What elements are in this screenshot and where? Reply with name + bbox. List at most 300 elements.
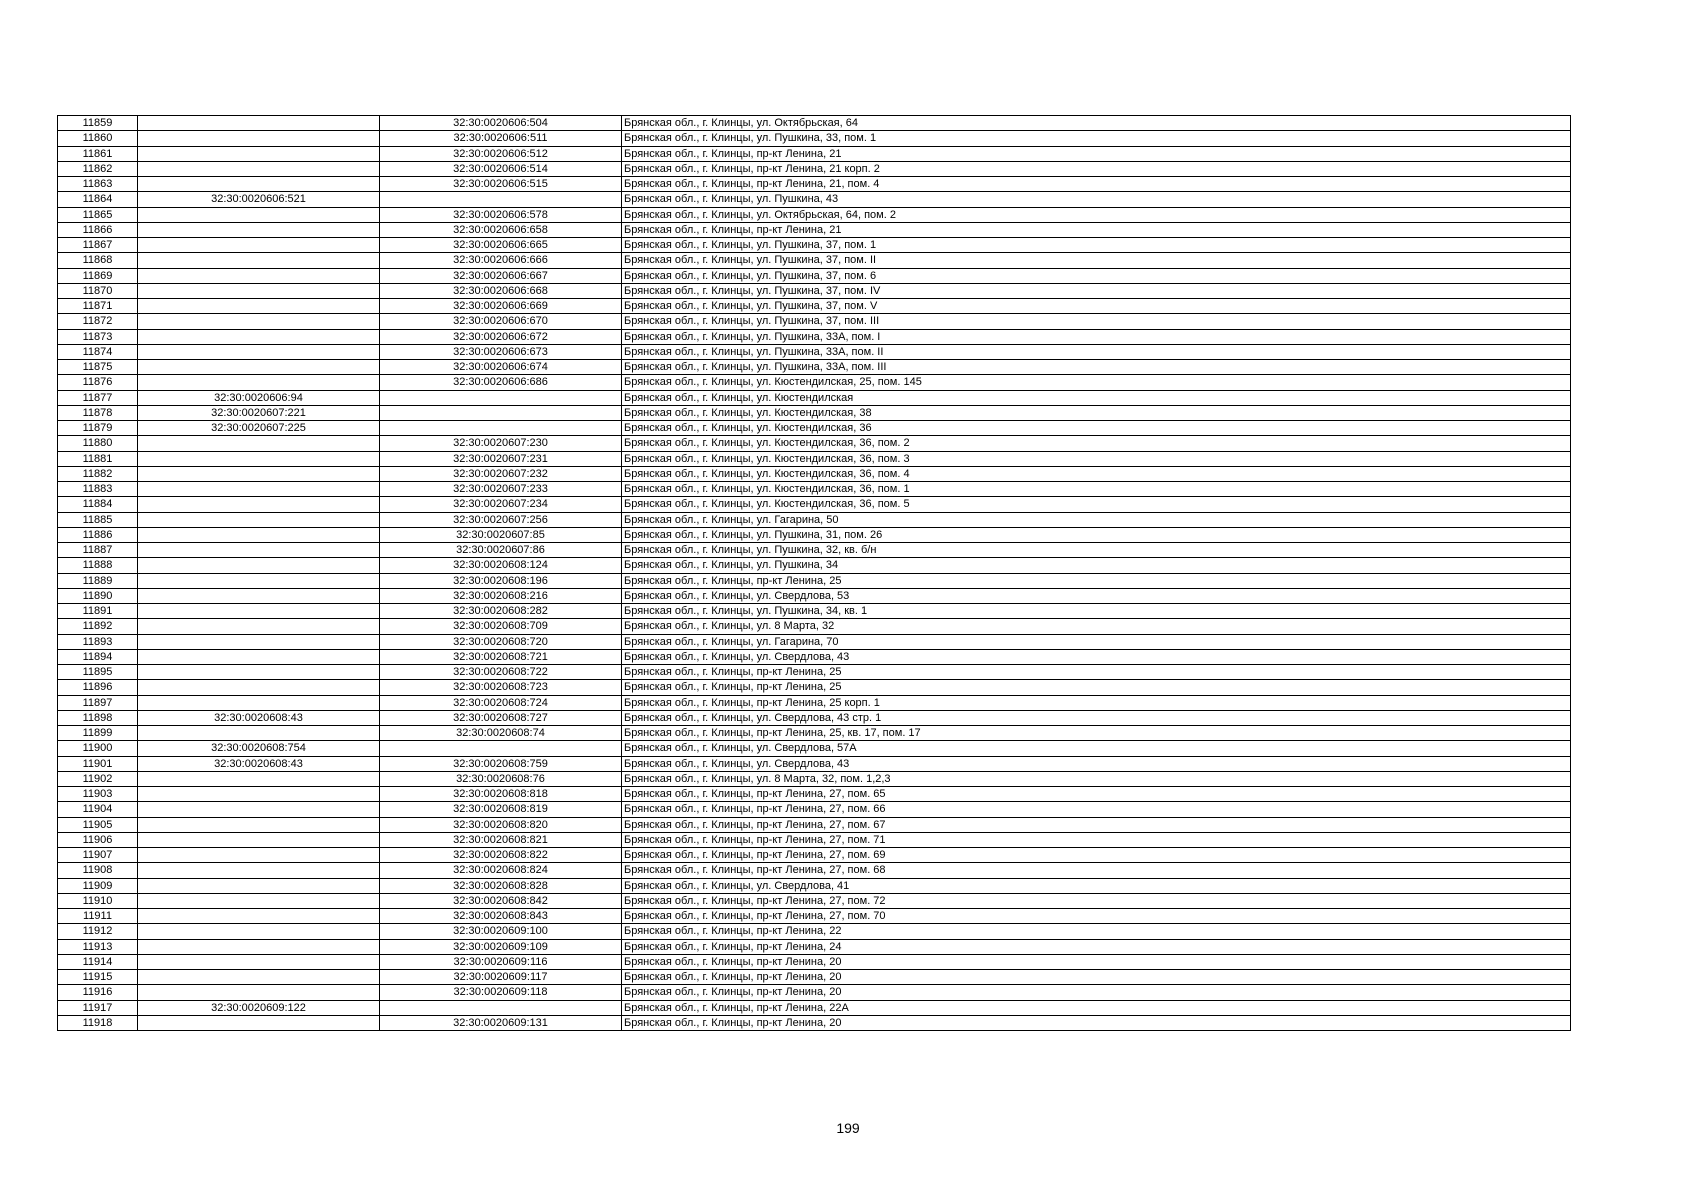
related-cadastral-number-cell: 32:30:0020608:820 — [380, 817, 622, 832]
row-number-cell: 11895 — [58, 665, 138, 680]
table-row — [58, 832, 1571, 847]
table-row — [58, 756, 1571, 771]
row-number-cell: 11896 — [58, 680, 138, 695]
related-cadastral-number-cell: 32:30:0020609:116 — [380, 954, 622, 969]
cadastral-number-cell — [138, 283, 380, 298]
cadastral-number-cell — [138, 527, 380, 542]
related-cadastral-number-cell: 32:30:0020607:234 — [380, 497, 622, 512]
cadastral-number-cell — [138, 238, 380, 253]
row-number-cell: 11890 — [58, 588, 138, 603]
address-cell: Брянская обл., г. Клинцы, ул. Кюстендилская, 38 — [622, 405, 1571, 420]
cadastral-number-cell — [138, 848, 380, 863]
row-number-cell: 11866 — [58, 222, 138, 237]
related-cadastral-number-cell: 32:30:0020606:666 — [380, 253, 622, 268]
row-number-cell: 11897 — [58, 695, 138, 710]
table-row — [58, 405, 1571, 420]
row-number-cell: 11913 — [58, 939, 138, 954]
address-cell: Брянская обл., г. Клинцы, ул. Кюстендилская, 36, пом. 5 — [622, 497, 1571, 512]
table-row — [58, 131, 1571, 146]
related-cadastral-number-cell: 32:30:0020608:759 — [380, 756, 622, 771]
related-cadastral-number-cell: 32:30:0020606:658 — [380, 222, 622, 237]
table-row — [58, 314, 1571, 329]
cadastral-number-cell — [138, 954, 380, 969]
table-row — [58, 604, 1571, 619]
related-cadastral-number-cell: 32:30:0020608:821 — [380, 832, 622, 847]
cadastral-number-cell — [138, 177, 380, 192]
table-row — [58, 878, 1571, 893]
cadastral-number-cell — [138, 543, 380, 558]
row-number-cell: 11908 — [58, 863, 138, 878]
row-number-cell: 11878 — [58, 405, 138, 420]
table-row — [58, 802, 1571, 817]
row-number-cell: 11883 — [58, 482, 138, 497]
cadastral-number-cell — [138, 909, 380, 924]
related-cadastral-number-cell: 32:30:0020608:723 — [380, 680, 622, 695]
table-row — [58, 680, 1571, 695]
related-cadastral-number-cell: 32:30:0020606:673 — [380, 344, 622, 359]
row-number-cell: 11859 — [58, 116, 138, 131]
row-number-cell: 11881 — [58, 451, 138, 466]
table-row — [58, 893, 1571, 908]
address-cell: Брянская обл., г. Клинцы, ул. Гагарина, 70 — [622, 634, 1571, 649]
table-row — [58, 817, 1571, 832]
related-cadastral-number-cell: 32:30:0020607:86 — [380, 543, 622, 558]
related-cadastral-number-cell: 32:30:0020608:727 — [380, 710, 622, 725]
cadastral-number-cell — [138, 558, 380, 573]
row-number-cell: 11877 — [58, 390, 138, 405]
table-row — [58, 543, 1571, 558]
table-row — [58, 527, 1571, 542]
related-cadastral-number-cell: 32:30:0020606:515 — [380, 177, 622, 192]
address-cell: Брянская обл., г. Клинцы, пр-кт Ленина, 27, пом. 65 — [622, 787, 1571, 802]
row-number-cell: 11910 — [58, 893, 138, 908]
table-row — [58, 207, 1571, 222]
address-cell: Брянская обл., г. Клинцы, пр-кт Ленина, 25 — [622, 680, 1571, 695]
row-number-cell: 11865 — [58, 207, 138, 222]
related-cadastral-number-cell: 32:30:0020606:504 — [380, 116, 622, 131]
cadastral-number-cell — [138, 131, 380, 146]
cadastral-number-cell — [138, 680, 380, 695]
related-cadastral-number-cell — [380, 421, 622, 436]
row-number-cell: 11863 — [58, 177, 138, 192]
cadastral-number-cell — [138, 253, 380, 268]
row-number-cell: 11875 — [58, 360, 138, 375]
cadastral-number-cell — [138, 512, 380, 527]
table-row — [58, 848, 1571, 863]
address-cell: Брянская обл., г. Клинцы, ул. Пушкина, 43 — [622, 192, 1571, 207]
table-row — [58, 954, 1571, 969]
related-cadastral-number-cell: 32:30:0020608:822 — [380, 848, 622, 863]
related-cadastral-number-cell — [380, 741, 622, 756]
row-number-cell: 11869 — [58, 268, 138, 283]
table-row — [58, 573, 1571, 588]
table-row — [58, 375, 1571, 390]
table-row — [58, 909, 1571, 924]
table-row — [58, 649, 1571, 664]
table-row — [58, 222, 1571, 237]
address-cell: Брянская обл., г. Клинцы, ул. Кюстендилская, 36, пом. 2 — [622, 436, 1571, 451]
address-cell: Брянская обл., г. Клинцы, пр-кт Ленина, 25 корп. 1 — [622, 695, 1571, 710]
address-cell: Брянская обл., г. Клинцы, пр-кт Ленина, 27, пом. 69 — [622, 848, 1571, 863]
row-number-cell: 11864 — [58, 192, 138, 207]
row-number-cell: 11867 — [58, 238, 138, 253]
address-cell: Брянская обл., г. Клинцы, ул. 8 Марта, 32, пом. 1,2,3 — [622, 771, 1571, 786]
row-number-cell: 11901 — [58, 756, 138, 771]
cadastral-number-cell — [138, 497, 380, 512]
row-number-cell: 11909 — [58, 878, 138, 893]
row-number-cell: 11860 — [58, 131, 138, 146]
table-row — [58, 161, 1571, 176]
address-cell: Брянская обл., г. Клинцы, ул. Кюстендилская, 36 — [622, 421, 1571, 436]
table-row — [58, 771, 1571, 786]
row-number-cell: 11873 — [58, 329, 138, 344]
address-cell: Брянская обл., г. Клинцы, пр-кт Ленина, 27, пом. 66 — [622, 802, 1571, 817]
table-row — [58, 253, 1571, 268]
table-row — [58, 466, 1571, 481]
row-number-cell: 11917 — [58, 1000, 138, 1015]
cadastral-number-cell — [138, 771, 380, 786]
cadastral-number-cell — [138, 878, 380, 893]
address-cell: Брянская обл., г. Клинцы, пр-кт Ленина, 21, пом. 4 — [622, 177, 1571, 192]
row-number-cell: 11907 — [58, 848, 138, 863]
address-cell: Брянская обл., г. Клинцы, ул. Свердлова, 57А — [622, 741, 1571, 756]
row-number-cell: 11918 — [58, 1015, 138, 1030]
related-cadastral-number-cell: 32:30:0020608:818 — [380, 787, 622, 802]
address-cell: Брянская обл., г. Клинцы, ул. Пушкина, 37, пом. IV — [622, 283, 1571, 298]
address-cell: Брянская обл., г. Клинцы, пр-кт Ленина, 27, пом. 72 — [622, 893, 1571, 908]
row-number-cell: 11894 — [58, 649, 138, 664]
row-number-cell: 11884 — [58, 497, 138, 512]
cadastral-number-cell — [138, 466, 380, 481]
address-cell: Брянская обл., г. Клинцы, пр-кт Ленина, 27, пом. 70 — [622, 909, 1571, 924]
row-number-cell: 11900 — [58, 741, 138, 756]
table-row — [58, 146, 1571, 161]
cadastral-number-cell — [138, 482, 380, 497]
related-cadastral-number-cell: 32:30:0020608:843 — [380, 909, 622, 924]
cadastral-number-cell — [138, 329, 380, 344]
address-cell: Брянская обл., г. Клинцы, ул. Кюстендилская, 36, пом. 1 — [622, 482, 1571, 497]
cadastral-number-cell — [138, 832, 380, 847]
table-row — [58, 787, 1571, 802]
cadastral-number-cell: 32:30:0020607:225 — [138, 421, 380, 436]
address-cell: Брянская обл., г. Клинцы, пр-кт Ленина, 20 — [622, 985, 1571, 1000]
related-cadastral-number-cell: 32:30:0020608:722 — [380, 665, 622, 680]
table-row — [58, 192, 1571, 207]
related-cadastral-number-cell: 32:30:0020606:511 — [380, 131, 622, 146]
address-cell: Брянская обл., г. Клинцы, пр-кт Ленина, 22 — [622, 924, 1571, 939]
address-cell: Брянская обл., г. Клинцы, пр-кт Ленина, 21 — [622, 146, 1571, 161]
table-row — [58, 741, 1571, 756]
address-cell: Брянская обл., г. Клинцы, ул. Пушкина, 33А, пом. I — [622, 329, 1571, 344]
related-cadastral-number-cell — [380, 192, 622, 207]
address-cell: Брянская обл., г. Клинцы, ул. Пушкина, 31, пом. 26 — [622, 527, 1571, 542]
related-cadastral-number-cell: 32:30:0020609:109 — [380, 939, 622, 954]
address-cell: Брянская обл., г. Клинцы, ул. Пушкина, 33А, пом. II — [622, 344, 1571, 359]
cadastral-number-cell: 32:30:0020607:221 — [138, 405, 380, 420]
row-number-cell: 11911 — [58, 909, 138, 924]
related-cadastral-number-cell: 32:30:0020608:724 — [380, 695, 622, 710]
cadastral-number-cell — [138, 634, 380, 649]
cadastral-number-cell — [138, 939, 380, 954]
row-number-cell: 11892 — [58, 619, 138, 634]
row-number-cell: 11899 — [58, 726, 138, 741]
cadastral-number-cell — [138, 604, 380, 619]
cadastral-number-cell — [138, 863, 380, 878]
table-row — [58, 665, 1571, 680]
related-cadastral-number-cell: 32:30:0020607:233 — [380, 482, 622, 497]
property-table — [57, 115, 1571, 1031]
row-number-cell: 11888 — [58, 558, 138, 573]
cadastral-number-cell — [138, 436, 380, 451]
table-row — [58, 238, 1571, 253]
address-cell: Брянская обл., г. Клинцы, ул. Свердлова, 43 — [622, 756, 1571, 771]
table-row — [58, 177, 1571, 192]
related-cadastral-number-cell: 32:30:0020608:74 — [380, 726, 622, 741]
related-cadastral-number-cell: 32:30:0020609:100 — [380, 924, 622, 939]
related-cadastral-number-cell: 32:30:0020608:709 — [380, 619, 622, 634]
address-cell: Брянская обл., г. Клинцы, ул. Пушкина, 37, пом. III — [622, 314, 1571, 329]
related-cadastral-number-cell: 32:30:0020607:232 — [380, 466, 622, 481]
address-cell: Брянская обл., г. Клинцы, пр-кт Ленина, 27, пом. 71 — [622, 832, 1571, 847]
table-row — [58, 726, 1571, 741]
address-cell: Брянская обл., г. Клинцы, пр-кт Ленина, 25 — [622, 573, 1571, 588]
address-cell: Брянская обл., г. Клинцы, пр-кт Ленина, 25, кв. 17, пом. 17 — [622, 726, 1571, 741]
address-cell: Брянская обл., г. Клинцы, ул. Кюстендилская, 25, пом. 145 — [622, 375, 1571, 390]
table-row — [58, 985, 1571, 1000]
table-row — [58, 299, 1571, 314]
related-cadastral-number-cell: 32:30:0020607:231 — [380, 451, 622, 466]
cadastral-number-cell — [138, 146, 380, 161]
page-number: 199 — [836, 1120, 860, 1136]
row-number-cell: 11886 — [58, 527, 138, 542]
related-cadastral-number-cell: 32:30:0020606:667 — [380, 268, 622, 283]
row-number-cell: 11914 — [58, 954, 138, 969]
address-cell: Брянская обл., г. Клинцы, ул. Свердлова, 43 — [622, 649, 1571, 664]
related-cadastral-number-cell — [380, 1000, 622, 1015]
address-cell: Брянская обл., г. Клинцы, пр-кт Ленина, 21 — [622, 222, 1571, 237]
cadastral-number-cell — [138, 924, 380, 939]
row-number-cell: 11872 — [58, 314, 138, 329]
related-cadastral-number-cell: 32:30:0020606:674 — [380, 360, 622, 375]
cadastral-number-cell — [138, 375, 380, 390]
cadastral-number-cell — [138, 360, 380, 375]
table-row — [58, 512, 1571, 527]
address-cell: Брянская обл., г. Клинцы, ул. Пушкина, 33, пом. 1 — [622, 131, 1571, 146]
table-row — [58, 710, 1571, 725]
cadastral-number-cell — [138, 314, 380, 329]
related-cadastral-number-cell: 32:30:0020607:230 — [380, 436, 622, 451]
row-number-cell: 11889 — [58, 573, 138, 588]
address-cell: Брянская обл., г. Клинцы, ул. 8 Марта, 32 — [622, 619, 1571, 634]
cadastral-number-cell — [138, 1015, 380, 1030]
table-row — [58, 329, 1571, 344]
row-number-cell: 11893 — [58, 634, 138, 649]
address-cell: Брянская обл., г. Клинцы, пр-кт Ленина, 27, пом. 67 — [622, 817, 1571, 832]
related-cadastral-number-cell: 32:30:0020609:117 — [380, 970, 622, 985]
table-row — [58, 695, 1571, 710]
row-number-cell: 11876 — [58, 375, 138, 390]
row-number-cell: 11898 — [58, 710, 138, 725]
table-row — [58, 360, 1571, 375]
row-number-cell: 11887 — [58, 543, 138, 558]
related-cadastral-number-cell: 32:30:0020608:216 — [380, 588, 622, 603]
row-number-cell: 11912 — [58, 924, 138, 939]
related-cadastral-number-cell: 32:30:0020606:512 — [380, 146, 622, 161]
row-number-cell: 11915 — [58, 970, 138, 985]
cadastral-number-cell — [138, 665, 380, 680]
related-cadastral-number-cell: 32:30:0020606:665 — [380, 238, 622, 253]
cadastral-number-cell — [138, 588, 380, 603]
related-cadastral-number-cell: 32:30:0020608:721 — [380, 649, 622, 664]
table-row — [58, 558, 1571, 573]
table-row — [58, 588, 1571, 603]
cadastral-number-cell — [138, 207, 380, 222]
cadastral-number-cell — [138, 787, 380, 802]
address-cell: Брянская обл., г. Клинцы, ул. Пушкина, 33А, пом. III — [622, 360, 1571, 375]
address-cell: Брянская обл., г. Клинцы, пр-кт Ленина, 22А — [622, 1000, 1571, 1015]
table-row — [58, 619, 1571, 634]
cadastral-number-cell: 32:30:0020608:754 — [138, 741, 380, 756]
table-body — [58, 116, 1571, 1031]
related-cadastral-number-cell — [380, 390, 622, 405]
table-row — [58, 939, 1571, 954]
cadastral-number-cell — [138, 451, 380, 466]
related-cadastral-number-cell: 32:30:0020606:686 — [380, 375, 622, 390]
cadastral-number-cell — [138, 619, 380, 634]
address-cell: Брянская обл., г. Клинцы, ул. Кюстендилская, 36, пом. 3 — [622, 451, 1571, 466]
related-cadastral-number-cell: 32:30:0020608:828 — [380, 878, 622, 893]
row-number-cell: 11868 — [58, 253, 138, 268]
address-cell: Брянская обл., г. Клинцы, ул. Кюстендилская, 36, пом. 4 — [622, 466, 1571, 481]
address-cell: Брянская обл., г. Клинцы, ул. Октябрьская, 64, пом. 2 — [622, 207, 1571, 222]
row-number-cell: 11871 — [58, 299, 138, 314]
cadastral-number-cell: 32:30:0020606:521 — [138, 192, 380, 207]
row-number-cell: 11870 — [58, 283, 138, 298]
related-cadastral-number-cell: 32:30:0020609:131 — [380, 1015, 622, 1030]
row-number-cell: 11874 — [58, 344, 138, 359]
cadastral-number-cell: 32:30:0020609:122 — [138, 1000, 380, 1015]
address-cell: Брянская обл., г. Клинцы, пр-кт Ленина, 25 — [622, 665, 1571, 680]
related-cadastral-number-cell: 32:30:0020606:514 — [380, 161, 622, 176]
address-cell: Брянская обл., г. Клинцы, пр-кт Ленина, 20 — [622, 970, 1571, 985]
row-number-cell: 11891 — [58, 604, 138, 619]
cadastral-number-cell — [138, 161, 380, 176]
address-cell: Брянская обл., г. Клинцы, ул. Пушкина, 37, пом. V — [622, 299, 1571, 314]
row-number-cell: 11905 — [58, 817, 138, 832]
cadastral-number-cell — [138, 817, 380, 832]
cadastral-number-cell — [138, 802, 380, 817]
address-cell: Брянская обл., г. Клинцы, ул. Октябрьская, 64 — [622, 116, 1571, 131]
related-cadastral-number-cell: 32:30:0020607:85 — [380, 527, 622, 542]
related-cadastral-number-cell: 32:30:0020609:118 — [380, 985, 622, 1000]
cadastral-number-cell — [138, 695, 380, 710]
address-cell: Брянская обл., г. Клинцы, пр-кт Ленина, 20 — [622, 1015, 1571, 1030]
related-cadastral-number-cell: 32:30:0020606:578 — [380, 207, 622, 222]
table-row — [58, 970, 1571, 985]
row-number-cell: 11903 — [58, 787, 138, 802]
cadastral-number-cell: 32:30:0020608:43 — [138, 756, 380, 771]
address-cell: Брянская обл., г. Клинцы, ул. Пушкина, 34, кв. 1 — [622, 604, 1571, 619]
related-cadastral-number-cell: 32:30:0020606:670 — [380, 314, 622, 329]
cadastral-number-cell — [138, 893, 380, 908]
cadastral-number-cell — [138, 985, 380, 1000]
cadastral-number-cell — [138, 116, 380, 131]
related-cadastral-number-cell: 32:30:0020608:824 — [380, 863, 622, 878]
address-cell: Брянская обл., г. Клинцы, ул. Кюстендилская — [622, 390, 1571, 405]
row-number-cell: 11885 — [58, 512, 138, 527]
related-cadastral-number-cell: 32:30:0020608:720 — [380, 634, 622, 649]
address-cell: Брянская обл., г. Клинцы, ул. Гагарина, 50 — [622, 512, 1571, 527]
table-row — [58, 924, 1571, 939]
table-row — [58, 451, 1571, 466]
related-cadastral-number-cell: 32:30:0020608:124 — [380, 558, 622, 573]
row-number-cell: 11906 — [58, 832, 138, 847]
row-number-cell: 11904 — [58, 802, 138, 817]
row-number-cell: 11861 — [58, 146, 138, 161]
cadastral-number-cell — [138, 726, 380, 741]
related-cadastral-number-cell: 32:30:0020608:819 — [380, 802, 622, 817]
address-cell: Брянская обл., г. Клинцы, пр-кт Ленина, 21 корп. 2 — [622, 161, 1571, 176]
table-row — [58, 436, 1571, 451]
address-cell: Брянская обл., г. Клинцы, ул. Пушкина, 32, кв. б/н — [622, 543, 1571, 558]
table-row — [58, 421, 1571, 436]
table-row — [58, 863, 1571, 878]
row-number-cell: 11882 — [58, 466, 138, 481]
cadastral-number-cell: 32:30:0020608:43 — [138, 710, 380, 725]
address-cell: Брянская обл., г. Клинцы, ул. Пушкина, 37, пом. 1 — [622, 238, 1571, 253]
table-row — [58, 116, 1571, 131]
cadastral-number-cell — [138, 573, 380, 588]
address-cell: Брянская обл., г. Клинцы, пр-кт Ленина, 24 — [622, 939, 1571, 954]
table-row — [58, 390, 1571, 405]
address-cell: Брянская обл., г. Клинцы, пр-кт Ленина, 20 — [622, 954, 1571, 969]
cadastral-number-cell — [138, 268, 380, 283]
address-cell: Брянская обл., г. Клинцы, ул. Свердлова, 41 — [622, 878, 1571, 893]
related-cadastral-number-cell — [380, 405, 622, 420]
related-cadastral-number-cell: 32:30:0020608:282 — [380, 604, 622, 619]
table-row — [58, 634, 1571, 649]
table-row — [58, 482, 1571, 497]
address-cell: Брянская обл., г. Клинцы, ул. Пушкина, 34 — [622, 558, 1571, 573]
cadastral-number-cell — [138, 222, 380, 237]
address-cell: Брянская обл., г. Клинцы, ул. Свердлова, 43 стр. 1 — [622, 710, 1571, 725]
cadastral-number-cell — [138, 970, 380, 985]
related-cadastral-number-cell: 32:30:0020607:256 — [380, 512, 622, 527]
table-row — [58, 283, 1571, 298]
table-row — [58, 268, 1571, 283]
related-cadastral-number-cell: 32:30:0020608:842 — [380, 893, 622, 908]
address-cell: Брянская обл., г. Клинцы, ул. Пушкина, 37, пом. 6 — [622, 268, 1571, 283]
related-cadastral-number-cell: 32:30:0020608:76 — [380, 771, 622, 786]
cadastral-number-cell — [138, 649, 380, 664]
row-number-cell: 11879 — [58, 421, 138, 436]
row-number-cell: 11916 — [58, 985, 138, 1000]
table-row — [58, 1015, 1571, 1030]
row-number-cell: 11880 — [58, 436, 138, 451]
cadastral-number-cell: 32:30:0020606:94 — [138, 390, 380, 405]
related-cadastral-number-cell: 32:30:0020606:668 — [380, 283, 622, 298]
row-number-cell: 11902 — [58, 771, 138, 786]
table-row — [58, 1000, 1571, 1015]
address-cell: Брянская обл., г. Клинцы, ул. Свердлова, 53 — [622, 588, 1571, 603]
related-cadastral-number-cell: 32:30:0020606:672 — [380, 329, 622, 344]
row-number-cell: 11862 — [58, 161, 138, 176]
address-cell: Брянская обл., г. Клинцы, пр-кт Ленина, 27, пом. 68 — [622, 863, 1571, 878]
table-row — [58, 344, 1571, 359]
cadastral-number-cell — [138, 344, 380, 359]
cadastral-number-cell — [138, 299, 380, 314]
address-cell: Брянская обл., г. Клинцы, ул. Пушкина, 37, пом. II — [622, 253, 1571, 268]
